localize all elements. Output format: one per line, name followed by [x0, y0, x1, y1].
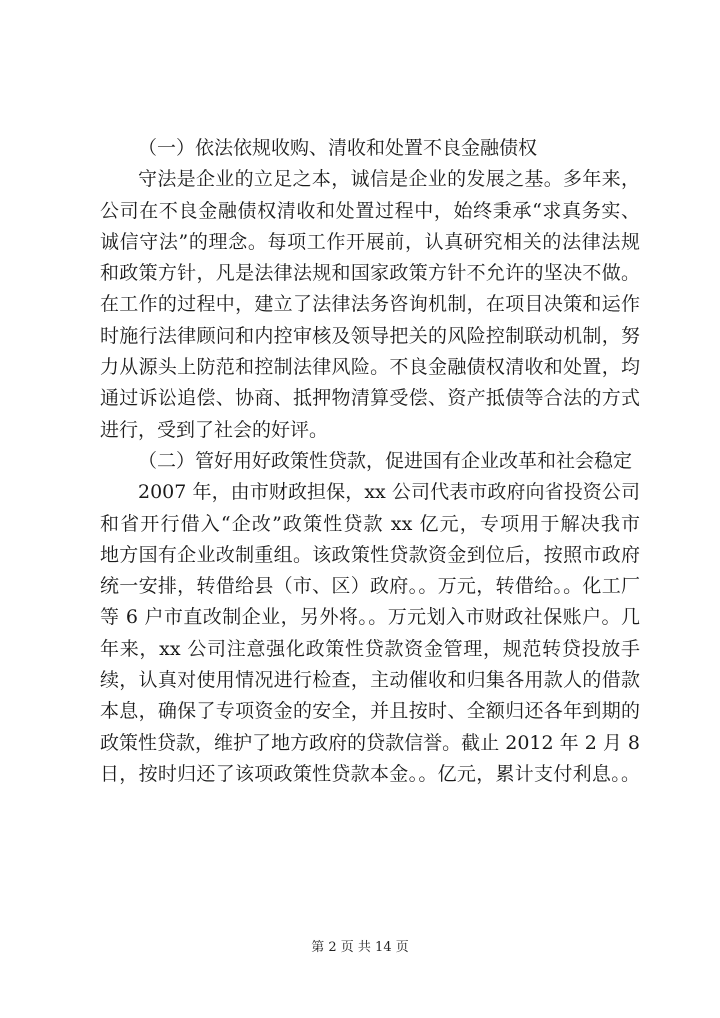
- paragraph-line: 政策性贷款，维护了地方政府的贷款信誉。截止 2012 年 2 月 8: [100, 731, 640, 754]
- paragraph-line: 通过诉讼追偿、协商、抵押物清算受偿、资产抵债等合法的方式: [100, 387, 640, 410]
- paragraph-line: 公司在不良金融债权清收和处置过程中，始终秉承“求真务实、: [100, 199, 640, 222]
- page-number-footer: 第 2 页 共 14 页: [311, 940, 409, 955]
- paragraph-line: 诚信守法”的理念。每项工作开展前，认真研究相关的法律法规: [100, 230, 640, 253]
- paragraph-line: 续，认真对使用情况进行检查，主动催收和归集各用款人的借款: [100, 669, 640, 692]
- paragraph-line: 时施行法律顾问和内控审核及领导把关的风险控制联动机制，努: [100, 324, 640, 347]
- paragraph-line: 在工作的过程中，建立了法律法务咨询机制，在项目决策和运作: [100, 293, 640, 316]
- paragraph-line: 年来，xx 公司注意强化政策性贷款资金管理，规范转贷投放手: [100, 637, 640, 660]
- paragraph-line: 和政策方针，凡是法律法规和国家政策方针不允许的坚决不做。: [100, 262, 640, 285]
- paragraph-line: 守法是企业的立足之本，诚信是企业的发展之基。多年来，: [138, 168, 640, 191]
- paragraph-line: 地方国有企业改制重组。该政策性贷款资金到位后，按照市政府: [100, 543, 640, 566]
- paragraph-line: 本息，确保了专项资金的安全，并且按时、全额归还各年到期的: [100, 700, 640, 723]
- section-heading-2: （二）管好用好政策性贷款，促进国有企业改革和社会稳定: [138, 449, 633, 472]
- paragraph-line: 和省开行借入“企改”政策性贷款 xx 亿元，专项用于解决我市: [100, 512, 640, 535]
- section-heading-1: （一）依法依规收购、清收和处置不良金融债权: [138, 137, 538, 159]
- body-text: [100, 133, 640, 790]
- paragraph-line: 等 6 户市直改制企业，另外将。。万元划入市财政社保账户。几: [100, 606, 640, 629]
- paragraph-line: 进行，受到了社会的好评。: [100, 418, 329, 441]
- paragraph-line: 2007 年，由市财政担保，xx 公司代表市政府向省投资公司: [138, 481, 640, 504]
- paragraph-line: 力从源头上防范和控制法律风险。不良金融债权清收和处置，均: [100, 356, 640, 379]
- paragraph-line: 日，按时归还了该项政策性贷款本金。。亿元，累计支付利息。。: [100, 762, 640, 785]
- paragraph-line: 统一安排，转借给县（市、区）政府。。万元，转借给。。化工厂: [100, 575, 640, 598]
